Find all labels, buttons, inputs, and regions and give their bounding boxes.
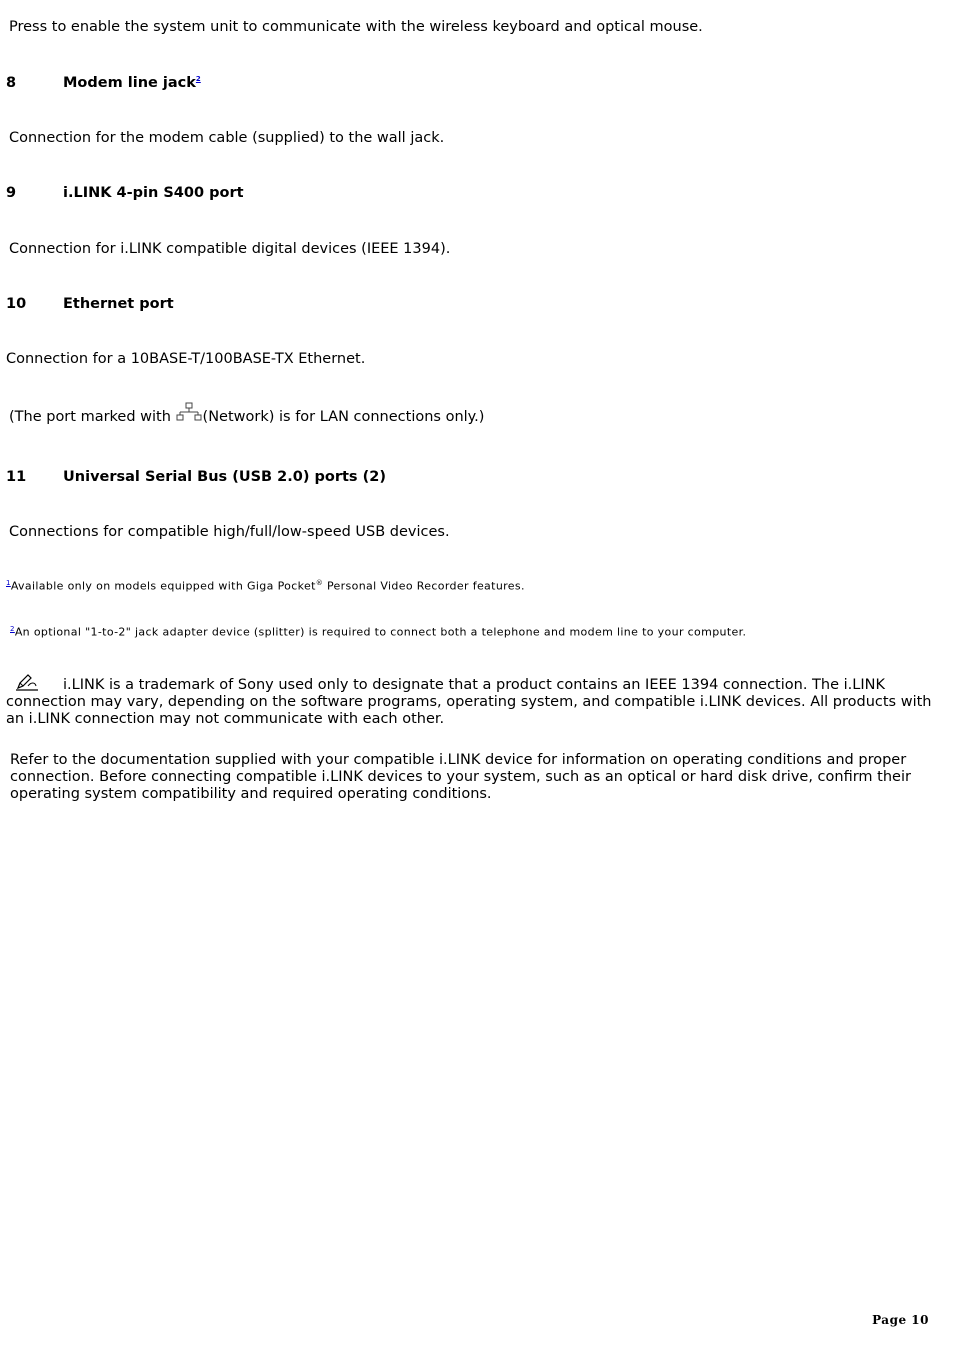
item-number: 11 [6, 469, 27, 485]
item-title: i.LINK 4-pin S400 port [63, 185, 244, 201]
footnote-text: Available only on models equipped with Giga Pocket [10, 579, 316, 593]
note-paragraph: i.LINK is a trademark of Sony used only to designate that a product contains an IEEE 1394 connection. The i.LINK connection may vary, depending on the software programs, operating system, and compatible i.LINK devices. All products with an i.LINK connection may not communicate with each other. [6, 677, 932, 727]
item-description: Connections for compatible high/full/low-speed USB devices. [9, 524, 450, 540]
note-paragraph-2: Refer to the documentation supplied with your compatible i.LINK device for information on operating conditions and proper connection. Before connecting compatible i.LINK devices to your system, such as an optical or hard disk drive, confirm their operating system compatibility and required operating conditions. [10, 752, 911, 802]
footnote-text-end: Personal Video Recorder features. [323, 579, 525, 593]
item-number: 10 [6, 296, 27, 312]
item-description: Connection for a 10BASE-T/100BASE-TX Ethernet. [6, 351, 366, 367]
page-number: Page 10 [872, 1313, 929, 1327]
item-title: Ethernet port [63, 296, 174, 312]
item-title [63, 75, 201, 91]
item-title: Universal Serial Bus (USB 2.0) ports (2) [63, 469, 386, 485]
network-note-after: (Network) is for LAN connections only.) [202, 409, 485, 425]
footnote [10, 625, 746, 639]
registered-mark: ® [315, 579, 324, 587]
item-number: 8 [6, 75, 17, 91]
footnote-link[interactable]: 2 [195, 75, 201, 84]
footnote-text: An optional "1-to-2" jack adapter device (splitter) is required to connect both a telephone and modem line to your computer. [14, 625, 747, 639]
intro-text: Press to enable the system unit to communicate with the wireless keyboard and optical mouse. [9, 19, 703, 35]
footnote-ref-link[interactable]: 2 [10, 625, 15, 633]
footnote [6, 579, 525, 593]
item-description: Connection for the modem cable (supplied) to the wall jack. [9, 130, 445, 146]
network-note [9, 406, 484, 428]
network-note-before: (The port marked with [9, 409, 176, 425]
item-description: Connection for i.LINK compatible digital devices (IEEE 1394). [9, 241, 451, 257]
item-number: 9 [6, 185, 17, 201]
network-icon [176, 400, 203, 428]
item-title-text: Modem line jack [63, 75, 196, 91]
footnote-ref-link[interactable]: 1 [6, 579, 11, 587]
